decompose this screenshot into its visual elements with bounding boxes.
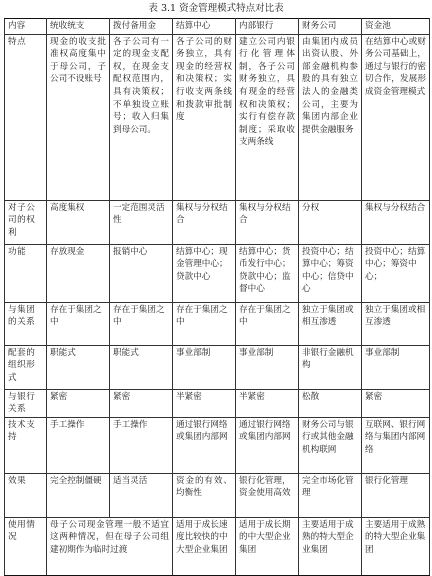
table-cell: 报销中心 — [110, 244, 173, 302]
table-cell: 适用于成长速度比较快的中大型企业集团 — [173, 517, 236, 575]
table-cell: 存放现金 — [47, 244, 110, 302]
table-cell: 高度集权 — [47, 200, 110, 244]
table-cell: 事业部制 — [362, 345, 430, 389]
table-cell: 完全控制僵硬 — [47, 473, 110, 517]
table-cell: 非银行金融机构 — [299, 345, 362, 389]
header-cell: 内容 — [5, 19, 47, 35]
header-cell: 结算中心 — [173, 19, 236, 35]
table-cell: 一定范围灵活性 — [110, 200, 173, 244]
table-cell: 母子公司现金管理一般不适宜这两种情况，但在母子公司组建初期作为临时过渡 — [47, 517, 173, 575]
header-cell: 内部银行 — [236, 19, 299, 35]
row-label: 与集团的关系 — [5, 302, 47, 345]
table-cell: 在结算中心或财务公司基础上，通过与银行的密切合作，发展形成资金管理模式 — [362, 34, 430, 200]
row-label: 效果 — [5, 473, 47, 517]
table-row — [5, 302, 430, 345]
table-cell: 结算中心；现金管理中心；贷款中心 — [173, 244, 236, 302]
table-row — [5, 417, 430, 473]
table-cell: 存在于集团之中 — [110, 302, 173, 345]
table-cell: 现金的收支批准权高度集中于母公司，子公司不设账号 — [47, 34, 110, 200]
header-row — [5, 19, 430, 35]
header-cell: 财务公司 — [299, 19, 362, 35]
table-cell: 投资中心；结算中心；筹资中心；信贷中心 — [299, 244, 362, 302]
table-row — [5, 345, 430, 389]
row-label: 特点 — [5, 34, 47, 200]
table-cell: 互联网、银行网络与集团内部网络 — [362, 417, 430, 473]
table-cell: 手工操作 — [110, 417, 173, 473]
table-cell: 集权与分权结合 — [236, 200, 299, 244]
table-cell: 财务公司与银行或其他金融机构联网 — [299, 417, 362, 473]
table-cell: 独立于集团或相互渗透 — [299, 302, 362, 345]
header-cell: 拨付备用金 — [110, 19, 173, 35]
table-cell: 职能式 — [47, 345, 110, 389]
table-cell: 紧密 — [47, 389, 110, 417]
table-row — [5, 34, 430, 200]
table-cell: 由集团内成员出资认股、外部金融机构参股的具有独立法人的金融类公司，主要为集团内部企业提供金融服务 — [299, 34, 362, 200]
row-label: 技术支持 — [5, 417, 47, 473]
row-label: 配套的组织形式 — [5, 345, 47, 389]
table-cell: 职能式 — [110, 345, 173, 389]
table-cell: 完全市场化管理 — [299, 473, 362, 517]
row-label: 功能 — [5, 244, 47, 302]
table-cell: 主要适用于成熟的特大型企业集团 — [299, 517, 362, 575]
row-label: 对子公司的权利 — [5, 200, 47, 244]
header-cell: 统收统支 — [47, 19, 110, 35]
table-cell: 半紧密 — [236, 389, 299, 417]
table-cell: 建立公司内银行化管理体制，各子公司财务独立，具有现金的经营权和决策权；实行有偿存款制度；采取收支两条线 — [236, 34, 299, 200]
table-cell: 各子公司有一定的现金支配权，在现金支配权范围内，具有决策权；不单独设立账号；收入归集到母公司。 — [110, 34, 173, 200]
table-cell: 存在于集团之中 — [47, 302, 110, 345]
table-cell: 半紧密 — [173, 389, 236, 417]
table-cell: 结算中心；货币发行中心；贷款中心；监督中心 — [236, 244, 299, 302]
table-cell: 集权与分权结合 — [173, 200, 236, 244]
table-cell: 手工操作 — [47, 417, 110, 473]
table-cell: 独立于集团或相互渗透 — [362, 302, 430, 345]
table-row — [5, 389, 430, 417]
table-cell: 资金的有效、均衡性 — [173, 473, 236, 517]
table-cell: 银行化管理 — [362, 473, 430, 517]
table-cell: 通过银行网络或集团内部网 — [236, 417, 299, 473]
table-cell: 事业部制 — [236, 345, 299, 389]
table-cell: 分权 — [299, 200, 362, 244]
table-cell: 银行化管理，资金使用高效 — [236, 473, 299, 517]
row-label: 与银行关系 — [5, 389, 47, 417]
table-row — [5, 473, 430, 517]
table-row — [5, 200, 430, 244]
table-cell: 集权与分权结合 — [362, 200, 430, 244]
row-label: 使用情况 — [5, 517, 47, 575]
header-cell: 资金池 — [362, 19, 430, 35]
table-cell: 紧密 — [110, 389, 173, 417]
table-cell: 适当灵活 — [110, 473, 173, 517]
table-cell: 事业部制 — [173, 345, 236, 389]
table-row — [5, 244, 430, 302]
table-cell: 松散 — [299, 389, 362, 417]
comparison-table — [4, 18, 430, 576]
table-cell: 通过银行网络或集团内部网 — [173, 417, 236, 473]
table-cell: 紧密 — [362, 389, 430, 417]
table-cell: 适用于成长期的中大型企业集团 — [236, 517, 299, 575]
table-row — [5, 517, 430, 575]
table-cell: 存在于集团之中 — [236, 302, 299, 345]
table-caption: 表 3.1 资金管理模式特点对比表 — [148, 3, 284, 14]
table-cell: 主要适用于成熟的特大型企业集团 — [362, 517, 430, 575]
table-cell: 存在于集团之中 — [173, 302, 236, 345]
table-cell: 投资中心；结算中心；筹资中心； — [362, 244, 430, 302]
table-cell: 各子公司的财务独立，具有现金的经营权和决策权；实行收支两条线和拨款审批制度 — [173, 34, 236, 200]
